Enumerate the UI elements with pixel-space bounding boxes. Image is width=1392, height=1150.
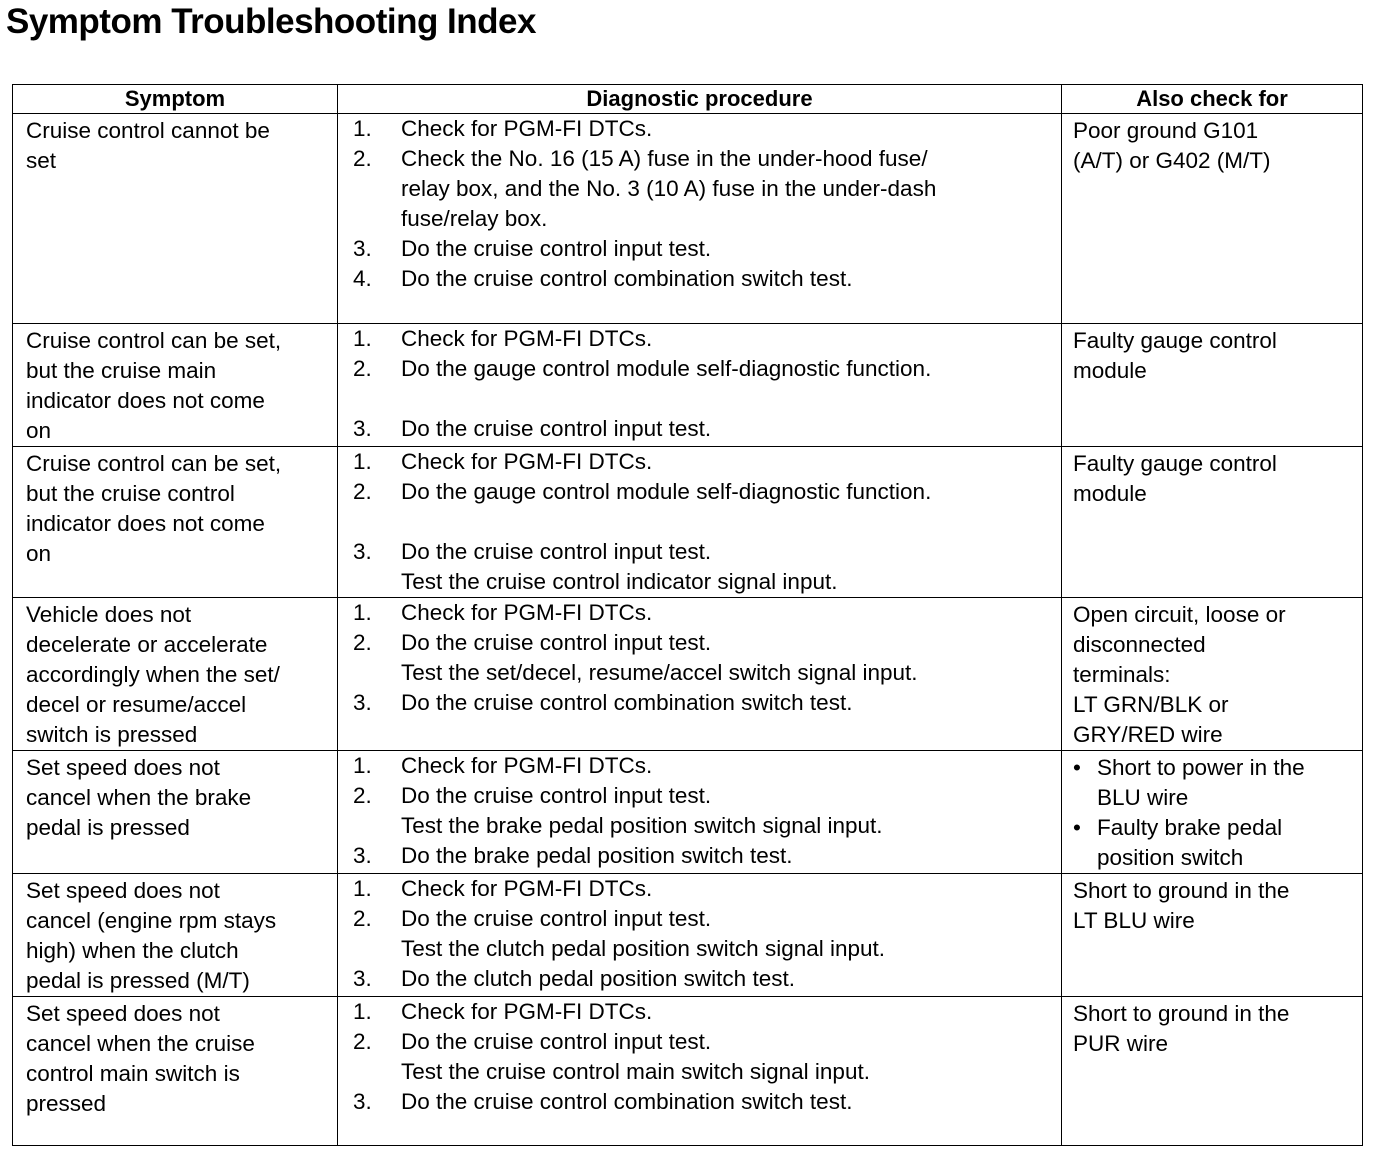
step-text: Do the clutch pedal position switch test. [401,966,795,991]
step-number [338,658,401,688]
symptom-line: but the cruise control [26,481,235,506]
troubleshooting-table [12,84,1363,1146]
step-text: Do the cruise control combination switch test. [401,266,853,291]
also-check-line: Short to ground in the [1073,878,1290,903]
step-text: Check for PGM-FI DTCs. [401,753,653,778]
procedure-step [338,234,1061,264]
step-number [338,204,401,234]
also-check-line: module [1073,358,1147,383]
symptom-line: switch is pressed [26,722,198,747]
procedure-step [338,781,1061,811]
step-text: Do the cruise control input test. [401,906,712,931]
also-check-line: disconnected [1073,632,1206,657]
symptom-line: accordingly when the set/ [26,662,280,687]
symptom-line: control main switch is [26,1061,240,1086]
step-number [338,384,401,414]
table-header-row [13,85,1363,114]
procedure-step [338,964,1061,994]
procedure-cell [338,751,1062,874]
symptom-line: cancel (engine rpm stays [26,908,277,933]
step-text: Check for PGM-FI DTCs. [401,449,653,474]
also-check-cell [1062,751,1363,874]
symptom-line: decel or resume/accel [26,692,247,717]
also-check-line: terminals: [1073,662,1171,687]
step-number [338,811,401,841]
step-number: 1. [353,999,372,1024]
symptom-line: indicator does not come [26,511,265,536]
step-number: 2. [353,146,372,171]
symptom-line: pressed [26,1091,107,1116]
also-check-line: BLU wire [1097,785,1189,810]
step-text: Do the cruise control input test. [401,630,712,655]
procedure-step [338,414,1061,444]
symptom-line: Cruise control can be set, [26,328,282,353]
procedure-step [338,997,1061,1027]
also-check-line: LT GRN/BLK or [1073,692,1229,717]
procedure-step [338,477,1061,507]
symptom-cell [13,997,338,1146]
step-text: Check the No. 16 (15 A) fuse in the under-hood fuse/ [401,146,928,171]
symptom-line: Cruise control can be set, [26,451,282,476]
step-text: Test the set/decel, resume/accel switch signal input. [401,660,918,685]
step-number: 3. [353,539,372,564]
procedure-step [338,934,1061,964]
procedure-step [338,841,1061,871]
procedure-step [338,628,1061,658]
symptom-line: pedal is pressed [26,815,190,840]
symptom-cell [13,874,338,997]
symptom-line: cancel when the cruise [26,1031,255,1056]
step-number: 4. [353,266,372,291]
procedure-step [338,658,1061,688]
step-text: Do the cruise control input test. [401,539,712,564]
also-check-line: (A/T) or G402 (M/T) [1073,148,1271,173]
procedure-step [338,507,1061,537]
procedure-cell [338,997,1062,1146]
step-text: Do the cruise control input test. [401,416,712,441]
table-row [13,997,1363,1146]
step-number: 2. [353,1029,372,1054]
procedure-cell [338,447,1062,598]
step-text: Do the cruise control input test. [401,1029,712,1054]
step-number: 2. [353,630,372,655]
procedure-step [338,1027,1061,1057]
table-row [13,751,1363,874]
procedure-step [338,354,1061,384]
procedure-step [338,384,1061,414]
step-number [338,567,401,597]
symptom-cell [13,447,338,598]
procedure-step [338,537,1061,567]
step-number [338,934,401,964]
also-check-bullet-item [1073,753,1362,813]
table-row [13,447,1363,598]
symptom-cell [13,114,338,324]
procedure-step [338,1087,1061,1117]
also-check-bullet-item [1073,813,1362,873]
step-text: Check for PGM-FI DTCs. [401,876,653,901]
also-check-cell [1062,874,1363,997]
procedure-step [338,688,1061,718]
step-text: Check for PGM-FI DTCs. [401,116,653,141]
step-text: Do the cruise control combination switch test. [401,1089,853,1114]
table-row [13,874,1363,997]
table-row [13,114,1363,324]
symptom-line: Set speed does not [26,878,220,903]
symptom-line: indicator does not come [26,388,265,413]
also-check-line: GRY/RED wire [1073,722,1223,747]
symptom-line: on [26,418,52,443]
also-check-cell [1062,598,1363,751]
step-number: 2. [353,356,372,381]
symptom-cell [13,751,338,874]
step-number: 1. [353,753,372,778]
step-text: relay box, and the No. 3 (10 A) fuse in the under-dash [401,176,937,201]
symptom-line: decelerate or accelerate [26,632,268,657]
symptom-line: on [26,541,52,566]
procedure-cell [338,598,1062,751]
step-text: Do the cruise control input test. [401,783,712,808]
symptom-line: Cruise control cannot be [26,118,270,143]
step-text: Check for PGM-FI DTCs. [401,600,653,625]
step-text: Check for PGM-FI DTCs. [401,999,653,1024]
step-number [338,174,401,204]
procedure-step [338,144,1061,174]
also-check-line: Poor ground G101 [1073,118,1259,143]
procedure-step [338,1057,1061,1087]
step-number: 3. [353,1089,372,1114]
procedure-step [338,874,1061,904]
procedure-step [338,567,1061,597]
step-number: 2. [353,783,372,808]
step-number: 2. [353,479,372,504]
page-title: Symptom Troubleshooting Index [6,2,536,41]
also-check-line: Short to ground in the [1073,1001,1290,1026]
step-text [401,507,1061,537]
procedure-step [338,811,1061,841]
column-header-diagnostic-procedure: Diagnostic procedure [338,85,1062,114]
also-check-cell [1062,997,1363,1146]
step-text: Test the cruise control indicator signal input. [401,569,838,594]
procedure-step [338,114,1061,144]
procedure-step [338,174,1061,204]
procedure-step [338,264,1061,294]
also-check-cell [1062,114,1363,324]
symptom-line: Set speed does not [26,1001,220,1026]
step-number: 3. [353,236,372,261]
symptom-line: pedal is pressed (M/T) [26,968,250,993]
symptom-line: set [26,148,57,173]
also-check-line: Short to power in the [1097,755,1305,780]
table-row [13,598,1363,751]
symptom-line: cancel when the brake [26,785,252,810]
step-text: Test the clutch pedal position switch signal input. [401,936,886,961]
step-text: Do the brake pedal position switch test. [401,843,793,868]
procedure-step [338,751,1061,781]
step-text: Do the cruise control input test. [401,236,712,261]
step-text: Test the brake pedal position switch signal input. [401,813,883,838]
step-number: 1. [353,449,372,474]
also-check-line: PUR wire [1073,1031,1169,1056]
also-check-line: Open circuit, loose or [1073,602,1286,627]
step-text: Do the gauge control module self-diagnostic function. [401,356,932,381]
symptom-line: but the cruise main [26,358,217,383]
symptom-line: Vehicle does not [26,602,192,627]
symptom-line: Set speed does not [26,755,220,780]
procedure-cell [338,874,1062,997]
step-text: Do the cruise control combination switch test. [401,690,853,715]
also-check-line: LT BLU wire [1073,908,1195,933]
also-check-line: Faulty gauge control [1073,328,1277,353]
also-check-cell [1062,324,1363,447]
step-text: Do the gauge control module self-diagnostic function. [401,479,932,504]
also-check-line: module [1073,481,1147,506]
procedure-step [338,904,1061,934]
step-number: 3. [353,690,372,715]
procedure-cell [338,324,1062,447]
step-number [338,507,401,537]
step-text: fuse/relay box. [401,206,548,231]
procedure-step [338,324,1061,354]
step-number: 3. [353,966,372,991]
procedure-step [338,598,1061,628]
also-check-line: Faulty brake pedal [1097,815,1283,840]
procedure-cell [338,114,1062,324]
step-text: Check for PGM-FI DTCs. [401,326,653,351]
symptom-cell [13,324,338,447]
column-header-also-check-for: Also check for [1062,85,1363,114]
table-body [13,114,1363,1146]
step-text [401,384,1061,414]
bullet-icon: • [1073,755,1081,780]
step-number [338,1057,401,1087]
bullet-icon: • [1073,815,1081,840]
procedure-step [338,204,1061,234]
procedure-step [338,447,1061,477]
column-header-symptom: Symptom [13,85,338,114]
also-check-cell [1062,447,1363,598]
step-number: 1. [353,600,372,625]
step-number: 1. [353,326,372,351]
symptom-cell [13,598,338,751]
step-number: 1. [353,116,372,141]
step-number: 1. [353,876,372,901]
step-number: 3. [353,416,372,441]
step-number: 2. [353,906,372,931]
table-row [13,324,1363,447]
also-check-line: position switch [1097,845,1244,870]
also-check-line: Faulty gauge control [1073,451,1277,476]
symptom-line: high) when the clutch [26,938,239,963]
step-number: 3. [353,843,372,868]
step-text: Test the cruise control main switch signal input. [401,1059,870,1084]
